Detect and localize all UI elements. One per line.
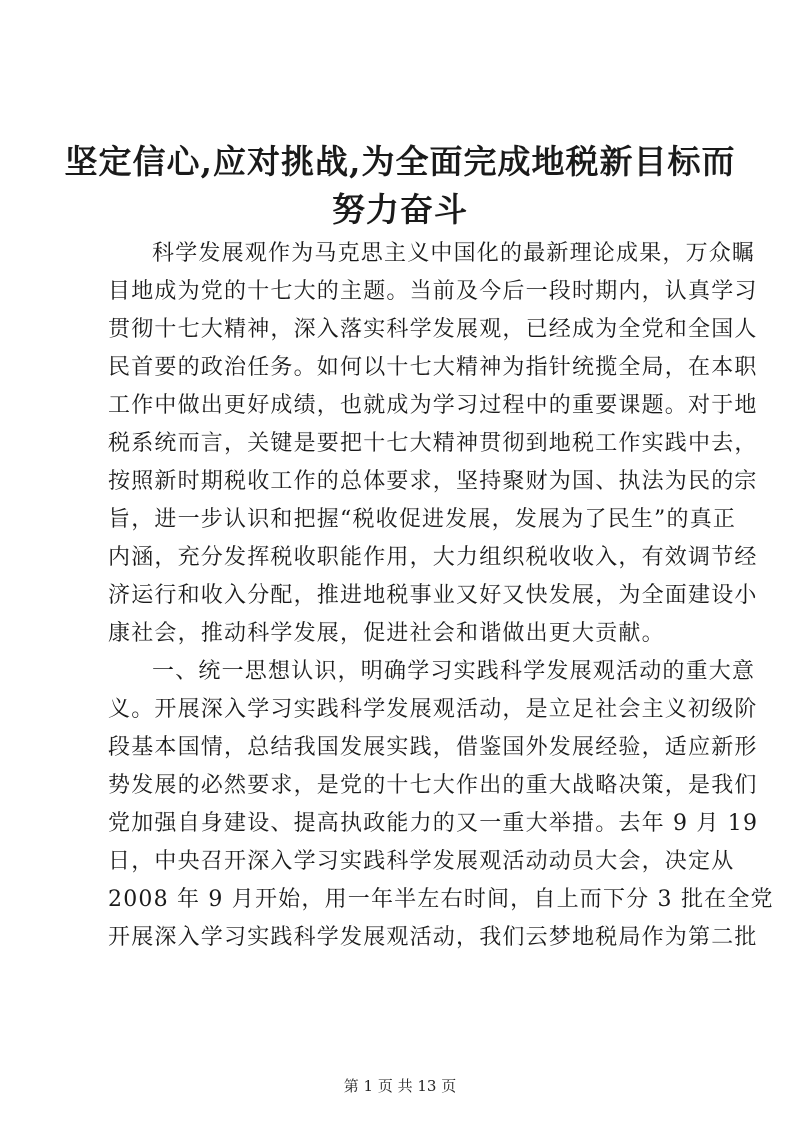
text-line: 民首要的政治任务。如何以十七大精神为指针统揽全局，在本职 — [108, 355, 758, 380]
text-line: 科学发展观作为马克思主义中国化的最新理论成果，万众瞩 — [152, 241, 756, 266]
text-line: 义。开展深入学习实践科学发展观活动，是立足社会主义初级阶 — [108, 697, 758, 722]
text-line: 段基本国情，总结我国发展实践，借鉴国外发展经验，适应新形 — [108, 735, 758, 760]
text-line: 旨，进一步认识和把握“税收促进发展，发展为了民生”的真正 — [108, 507, 737, 532]
text-line: 党加强自身建设、提高执政能力的又一重大举措。去年 9 月 19 — [108, 811, 759, 836]
paragraph-intro — [108, 235, 758, 653]
page-number-footer: 第 1 页 共 13 页 — [343, 1077, 457, 1095]
text-line: 济运行和收入分配，推进地税事业又好又快发展，为全面建设小 — [108, 583, 758, 608]
document-title-line-1: 坚定信心,应对挑战,为全面完成地税新目标而 — [64, 142, 736, 181]
text-line: 目地成为党的十七大的主题。当前及今后一段时期内，认真学习 — [108, 279, 758, 304]
text-line: 税系统而言，关键是要把十七大精神贯彻到地税工作实践中去， — [108, 431, 758, 456]
text-line: 2008 年 9 月开始，用一年半左右时间，自上而下分 3 批在全党 — [108, 887, 774, 912]
text-line: 一、统一思想认识，明确学习实践科学发展观活动的重大意 — [152, 659, 756, 684]
text-line: 日，中央召开深入学习实践科学发展观活动动员大会，决定从 — [108, 849, 735, 874]
document-title-line-2: 努力奋斗 — [332, 190, 468, 229]
text-line: 康社会，推动科学发展，促进社会和谐做出更大贡献。 — [108, 621, 665, 646]
paragraph-section-one — [108, 653, 774, 957]
text-line: 贯彻十七大精神，深入落实科学发展观，已经成为全党和全国人 — [108, 317, 758, 342]
text-line: 内涵，充分发挥税收职能作用，大力组织税收收入，有效调节经 — [108, 545, 758, 570]
text-line: 开展深入学习实践科学发展观活动，我们云梦地税局作为第二批 — [108, 925, 758, 950]
text-line: 势发展的必然要求，是党的十七大作出的重大战略决策，是我们 — [108, 773, 758, 798]
text-line: 工作中做出更好成绩，也就成为学习过程中的重要课题。对于地 — [108, 393, 758, 418]
text-line: 按照新时期税收工作的总体要求，坚持聚财为国、执法为民的宗 — [108, 469, 758, 494]
